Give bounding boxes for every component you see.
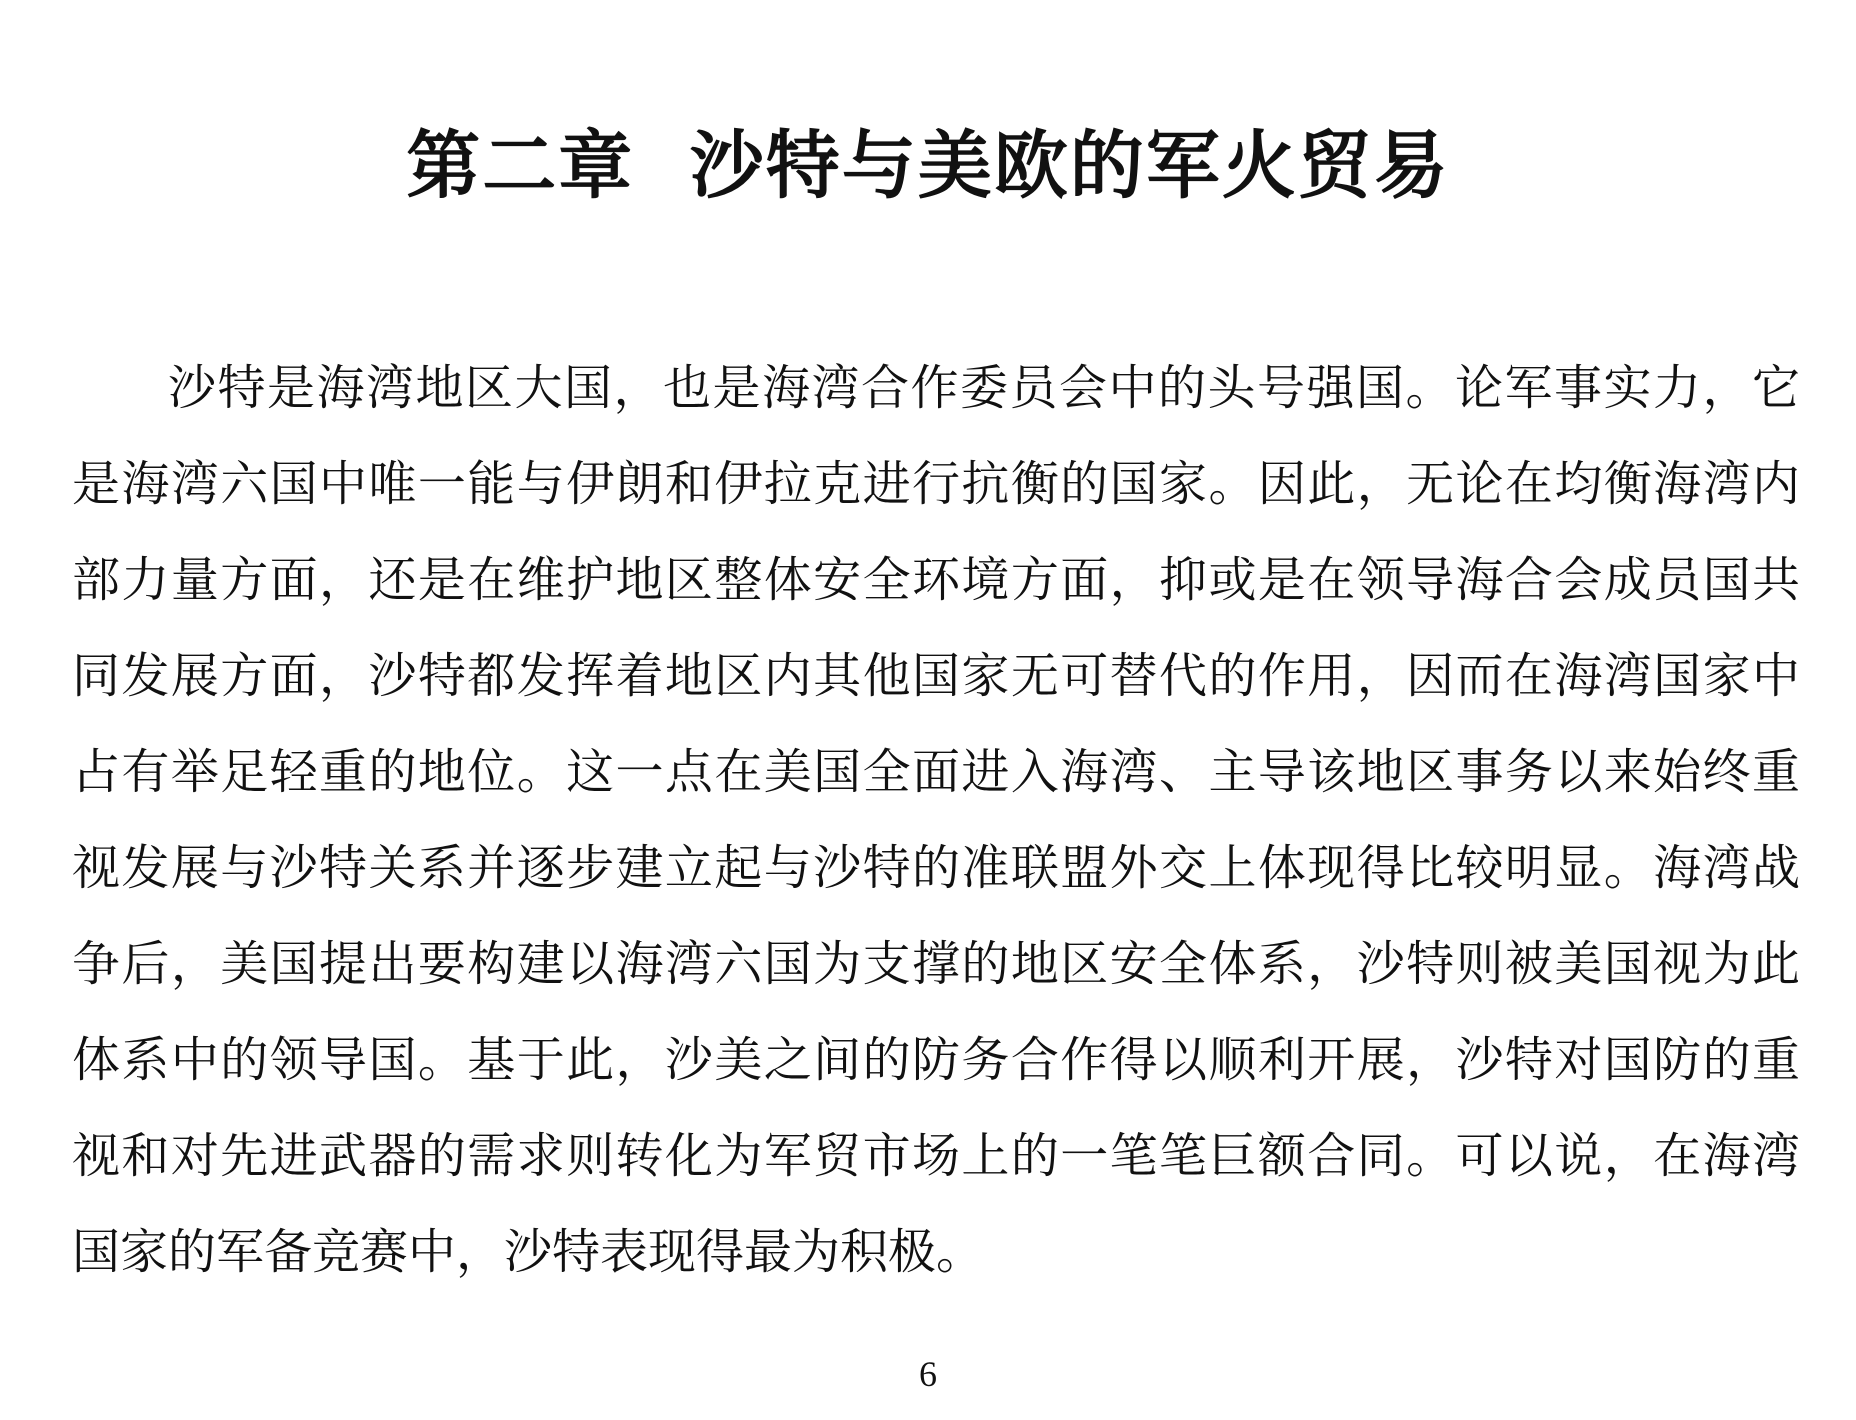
paragraph-line: 国家的军备竞赛中，沙特表现得最为积极。 <box>72 1224 985 1280</box>
paragraph-line: 同发展方面，沙特都发挥着地区内其他国家无可替代的作用，因而在海湾国家中 <box>72 648 1800 704</box>
paragraph-line: 是海湾六国中唯一能与伊朗和伊拉克进行抗衡的国家。因此，无论在均衡海湾内 <box>72 456 1800 512</box>
body-paragraph <box>72 340 1800 1300</box>
paragraph-line: 沙特是海湾地区大国，也是海湾合作委员会中的头号强国。论军事实力，它 <box>168 360 1800 416</box>
paragraph-line: 占有举足轻重的地位。这一点在美国全面进入海湾、主导该地区事务以来始终重 <box>72 744 1800 800</box>
paragraph-line: 争后，美国提出要构建以海湾六国为支撑的地区安全体系，沙特则被美国视为此 <box>72 936 1800 992</box>
paragraph-line: 视发展与沙特关系并逐步建立起与沙特的准联盟外交上体现得比较明显。海湾战 <box>72 840 1800 896</box>
paragraph-line: 部力量方面，还是在维护地区整体安全环境方面，抑或是在领导海合会成员国共 <box>72 552 1800 608</box>
paragraph-line: 视和对先进武器的需求则转化为军贸市场上的一笔笔巨额合同。可以说，在海湾 <box>72 1128 1800 1184</box>
page-number: 6 <box>919 1354 937 1394</box>
chapter-title: 第二章 沙特与美欧的军火贸易 <box>406 122 1450 209</box>
paragraph-line: 体系中的领导国。基于此，沙美之间的防务合作得以顺利开展，沙特对国防的重 <box>72 1032 1800 1088</box>
